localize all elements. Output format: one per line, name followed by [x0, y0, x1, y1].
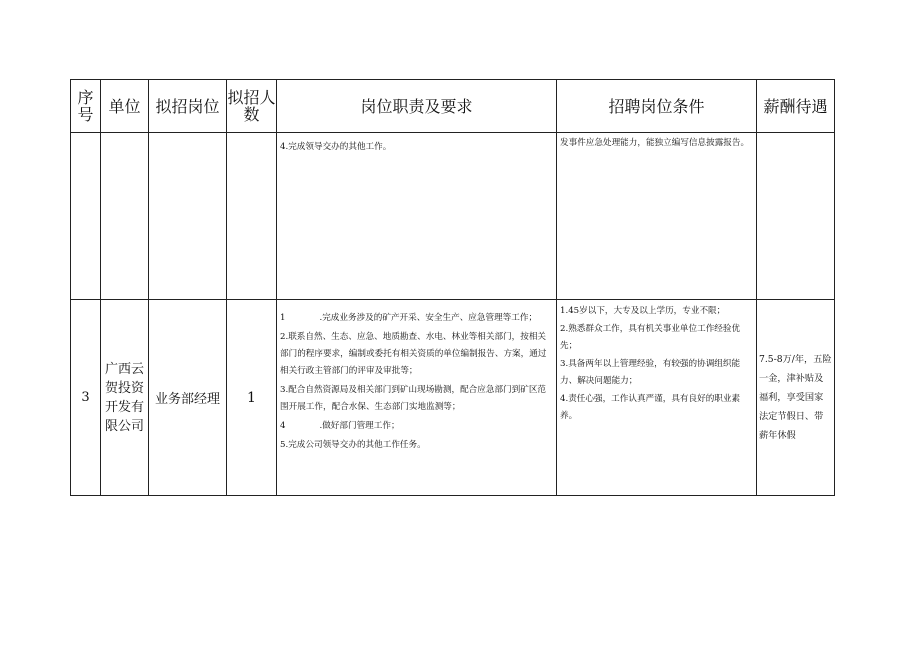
- row-unit: [101, 133, 149, 300]
- recruitment-table: [70, 79, 835, 496]
- duty-text: .做好部门管理工作；: [319, 421, 400, 431]
- header-index: 序号: [71, 80, 101, 133]
- duty-text: 2.联系自然、生态、应急、地质勘查、水电、林业等相关部门，按相关部门的程序要求，编制或委托有相关资质的单位编制报告、方案，通过相关行政主管部门的评审及审批等；: [280, 332, 547, 376]
- row-requirements: [557, 133, 757, 300]
- row-count: [227, 133, 277, 300]
- requirement-line: 3.具备两年以上管理经验，有较强的协调组织能力、解决问题能力；: [560, 359, 741, 386]
- row-duties: [277, 133, 557, 300]
- row-index: 3: [71, 300, 101, 496]
- duty-number: 1: [280, 313, 286, 323]
- table-row: [71, 300, 835, 496]
- row-post: [149, 133, 227, 300]
- requirement-line: 4.责任心强，工作认真严谨，具有良好的职业素养。: [560, 394, 741, 421]
- table-row: [71, 133, 835, 300]
- header-unit: 单位: [101, 80, 149, 133]
- header-requirements: 招聘岗位条件: [557, 80, 757, 133]
- requirement-line: 1.45岁以下，大专及以上学历，专业不限；: [560, 306, 726, 316]
- requirement-line: 2.熟悉群众工作，具有机关事业单位工作经验优先；: [560, 324, 741, 351]
- header-duties: 岗位职责及要求: [277, 80, 557, 133]
- header-pay: 薪酬待遇: [757, 80, 835, 133]
- header-count: 拟招人数: [227, 80, 277, 133]
- row-post: 业务部经理: [149, 300, 227, 496]
- duty-text: .完成业务涉及的矿产开采、安全生产、应急管理等工作；: [319, 313, 538, 323]
- duty-line: 4.完成领导交办的其他工作。: [280, 142, 392, 152]
- duty-line: [280, 329, 553, 380]
- row-pay: [757, 133, 835, 300]
- requirement-line: 发事件应急处理能力，能独立编写信息披露报告。: [560, 138, 750, 148]
- duty-line: [280, 418, 553, 435]
- duty-line: [280, 310, 553, 327]
- header-row: [71, 80, 835, 133]
- duty-line: [280, 382, 553, 416]
- duty-text: 3.配合自然资源局及相关部门到矿山现场勘测，配合应急部门到矿区范围开展工作，配合水保、生态部门实地监测等；: [280, 385, 547, 412]
- header-post: 拟招岗位: [149, 80, 227, 133]
- row-index: [71, 133, 101, 300]
- row-unit: 广西云贺投资开发有限公司: [101, 300, 149, 496]
- duty-line: [280, 437, 553, 454]
- row-count: 1: [227, 300, 277, 496]
- row-requirements: [557, 300, 757, 496]
- row-pay: 7.5-8万/年，五险一金，津补贴及福利，享受国家法定节假日、带薪年休假: [757, 300, 835, 496]
- duty-text: 5.完成公司领导交办的其他工作任务。: [280, 440, 426, 450]
- duty-number: 4: [280, 421, 286, 431]
- row-duties: [277, 300, 557, 496]
